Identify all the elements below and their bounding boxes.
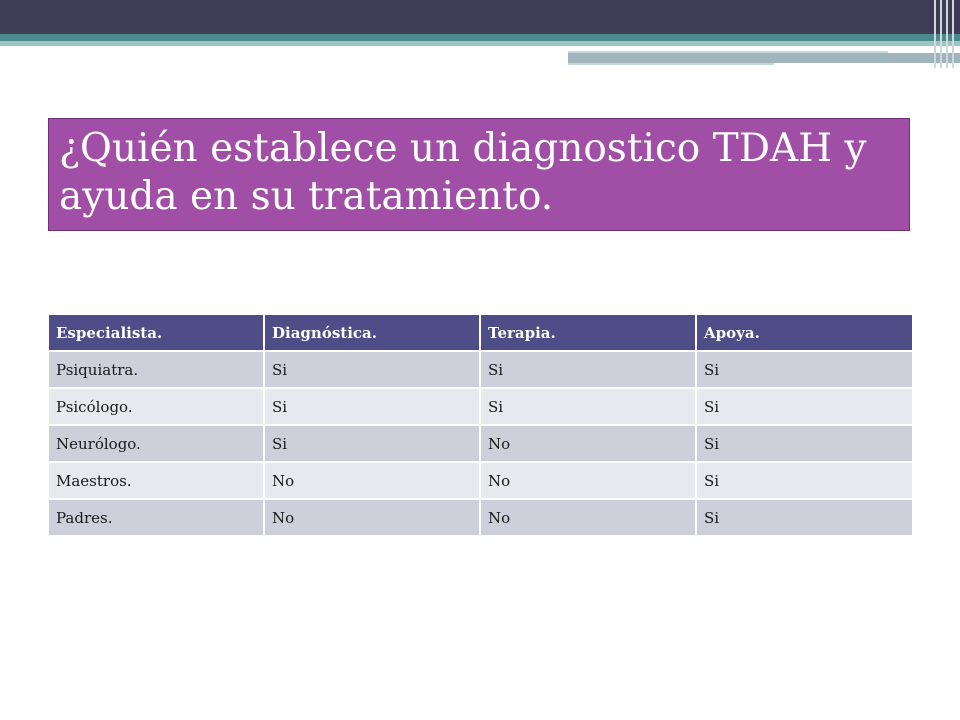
header-terapia: Terapia.: [480, 314, 696, 351]
cell-diagnostica: No: [264, 499, 480, 536]
cell-terapia: Si: [480, 351, 696, 388]
cell-terapia: No: [480, 499, 696, 536]
table-row: [48, 462, 913, 499]
cell-apoya: Si: [696, 351, 913, 388]
slide-title: ¿Quién establece un diagnostico TDAH y ayuda en su tratamiento.: [59, 126, 867, 219]
banner-edge-lines: [930, 0, 960, 68]
cell-specialist: Padres.: [48, 499, 264, 536]
top-banner-dark: [0, 0, 960, 34]
banner-strip: [568, 63, 774, 65]
cell-terapia: No: [480, 462, 696, 499]
title-box: [48, 118, 910, 231]
cell-specialist: Psiquiatra.: [48, 351, 264, 388]
top-banner-teal: [0, 34, 960, 41]
cell-diagnostica: Si: [264, 425, 480, 462]
cell-diagnostica: No: [264, 462, 480, 499]
cell-apoya: Si: [696, 425, 913, 462]
cell-diagnostica: Si: [264, 388, 480, 425]
cell-apoya: Si: [696, 462, 913, 499]
cell-apoya: Si: [696, 388, 913, 425]
banner-strip: [568, 53, 960, 63]
table-row: [48, 388, 913, 425]
header-apoya: Apoya.: [696, 314, 913, 351]
table-row: [48, 351, 913, 388]
header-especialista: Especialista.: [48, 314, 264, 351]
table-header-row: [48, 314, 913, 351]
table-row: [48, 425, 913, 462]
cell-apoya: Si: [696, 499, 913, 536]
specialist-table: [47, 313, 914, 537]
cell-specialist: Psicólogo.: [48, 388, 264, 425]
header-diagnostica: Diagnóstica.: [264, 314, 480, 351]
cell-diagnostica: Si: [264, 351, 480, 388]
cell-specialist: Maestros.: [48, 462, 264, 499]
cell-terapia: No: [480, 425, 696, 462]
table-row: [48, 499, 913, 536]
cell-specialist: Neurólogo.: [48, 425, 264, 462]
cell-terapia: Si: [480, 388, 696, 425]
